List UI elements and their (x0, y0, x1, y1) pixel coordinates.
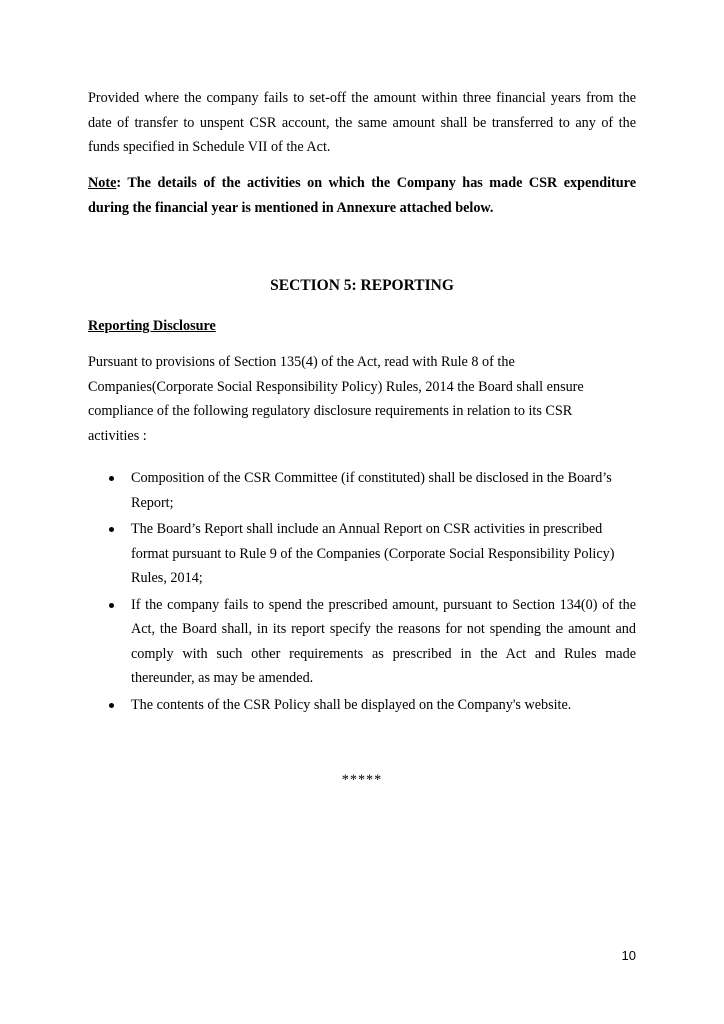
section-heading: SECTION 5: REPORTING (270, 277, 454, 294)
bullet-icon (109, 703, 114, 708)
intro-line: compliance of the following regulatory disclosure requirements in relation to its CSR (88, 403, 573, 419)
list-item (88, 466, 636, 515)
bullet-text: If the company fails to spend the prescribed amount, pursuant to Section 134(0) of the Act, the Board shall, in its report specify the reasons for not spending the amount and comply with such other requirements as prescribed in the Act and Rules made thereunder, as may be amended. (131, 596, 636, 686)
disclosure-bullet-list (88, 466, 636, 719)
intro-line: Companies(Corporate Social Responsibility Policy) Rules, 2014 the Board shall ensure (88, 378, 584, 395)
page-number: 10 (621, 948, 636, 963)
bullet-text: The contents of the CSR Policy shall be displayed on the Company's website. (131, 696, 572, 713)
bullet-text: The Board’s Report shall include an Annual Report on CSR activities in prescribed format pursuant to Rule 9 of the Companies (Corporate Social Responsibility Policy) Rules, 2014; (131, 521, 615, 586)
bullet-text: Composition of the CSR Committee (if constituted) shall be disclosed in the Board’s Report; (131, 470, 612, 511)
paragraph-unspent-csr: Provided where the company fails to set-off the amount within three financial years from the date of transfer to unspent CSR account, the same amount shall be transferred to any of the funds specified in Schedule VII of the Act. (88, 90, 636, 155)
note-paragraph (88, 171, 636, 220)
list-item (88, 517, 636, 591)
note-text: : The details of the activities on which the Company has made CSR expenditure during the financial year is mentioned in Annexure attached below. (88, 175, 636, 216)
section-separator: ***** (341, 772, 383, 788)
intro-paragraph (88, 350, 636, 448)
subheading-reporting-disclosure: Reporting Disclosure (88, 318, 216, 334)
list-item (88, 693, 636, 718)
note-label: Note (88, 175, 117, 191)
intro-line: Pursuant to provisions of Section 135(4) of the Act, read with Rule 8 of the (88, 354, 515, 370)
bullet-icon (109, 527, 114, 532)
intro-line: activities : (88, 427, 147, 444)
bullet-icon (109, 603, 114, 608)
list-item (88, 593, 636, 691)
bullet-icon (109, 476, 114, 481)
